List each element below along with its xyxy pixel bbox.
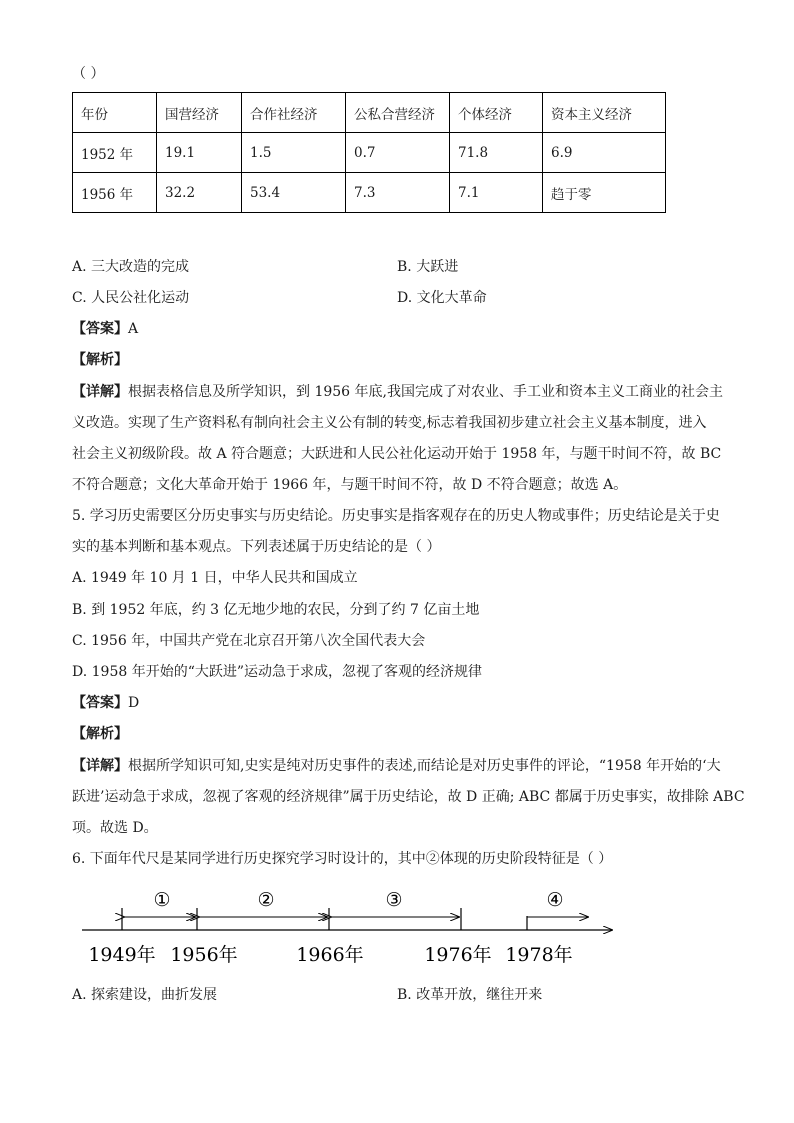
table-header-cell: 合作社经济	[242, 93, 346, 133]
option-c: C. 人民公社化运动	[72, 290, 190, 306]
table-header-row	[73, 93, 666, 133]
table-cell: 71.8	[450, 133, 543, 173]
table-cell: 趋于零	[543, 173, 666, 213]
answer-value: A	[128, 321, 139, 337]
segment-label: ①	[153, 889, 171, 911]
answer-value: D	[128, 695, 140, 711]
table-cell: 1956 年	[73, 173, 157, 213]
table-cell: 1952 年	[73, 133, 157, 173]
option-b: B. 大跃进	[397, 259, 459, 275]
economy-table	[72, 92, 666, 213]
detail-line: 义改造。实现了生产资料私有制向社会主义公有制的转变,标志着我国初步建立社会主义基本制度，进入	[72, 415, 707, 431]
question-stem-tail: （ ）	[72, 66, 105, 82]
option-c: C. 1956 年，中国共产党在北京召开第八次全国代表大会	[72, 633, 426, 649]
table-cell: 6.9	[543, 133, 666, 173]
answer-label: 【答案】	[72, 695, 128, 711]
table-cell: 32.2	[157, 173, 242, 213]
detail-line: 不符合题意；文化大革命开始于 1966 年，与题干时间不符，故 D 不符合题意；故选 A。	[72, 477, 628, 493]
table-header-cell: 国营经济	[157, 93, 242, 133]
analysis-label: 【解析】	[72, 352, 128, 368]
segment-label: ③	[385, 889, 403, 911]
detail-line: 社会主义初级阶段。故 A 符合题意；大跃进和人民公社化运动开始于 1958 年，与题干时间不符，故 BC	[72, 446, 722, 462]
table-header-cell: 年份	[73, 93, 157, 133]
year-label: 1976年	[424, 944, 492, 966]
table-cell: 53.4	[242, 173, 346, 213]
year-label: 1978年	[505, 944, 573, 966]
option-a: A. 三大改造的完成	[72, 259, 190, 275]
detail-line: 项。故选 D。	[72, 820, 158, 836]
option-b: B. 改革开放，继往开来	[397, 987, 543, 1003]
table-header-cell: 公私合营经济	[346, 93, 450, 133]
answer-line	[72, 319, 138, 339]
table-cell: 0.7	[346, 133, 450, 173]
analysis-label: 【解析】	[72, 726, 128, 742]
year-label: 1949年	[88, 944, 156, 966]
option-d: D. 文化大革命	[397, 290, 487, 306]
option-b: B. 到 1952 年底，约 3 亿无地少地的农民，分到了约 7 亿亩土地	[72, 602, 480, 618]
table-cell: 7.3	[346, 173, 450, 213]
option-a: A. 探索建设，曲折发展	[72, 987, 218, 1003]
table-header-cell: 个体经济	[450, 93, 543, 133]
table-row	[73, 173, 666, 213]
detail-line: 跃进’运动急于求成，忽视了客观的经济规律”属于历史结论，故 D 正确; ABC 都属于历史事实，故排除 ABC	[72, 789, 745, 805]
question-stem: 5. 学习历史需要区分历史事实与历史结论。历史事实是指客观存在的历史人物或事件；历史结论是关于史	[72, 508, 720, 524]
timeline-diagram	[0, 880, 794, 970]
segment-label: ④	[546, 889, 564, 911]
table-cell: 7.1	[450, 173, 543, 213]
answer-line	[72, 693, 139, 713]
detail-line: 【详解】根据所学知识可知,史实是纯对历史事件的表述,而结论是对历史事件的评论，“1958 年开始的‘大	[72, 758, 721, 774]
option-d: D. 1958 年开始的“大跃进”运动急于求成，忽视了客观的经济规律	[72, 664, 483, 680]
question-stem: 实的基本判断和基本观点。下列表述属于历史结论的是（ ）	[72, 539, 441, 555]
year-label: 1956年	[170, 944, 238, 966]
question-stem: 6. 下面年代尺是某同学进行历史探究学习时设计的，其中②体现的历史阶段特征是（ ）	[72, 851, 613, 867]
detail-label: 【详解】	[72, 384, 128, 400]
table-cell: 1.5	[242, 133, 346, 173]
detail-line: 【详解】根据表格信息及所学知识，到 1956 年底,我国完成了对农业、手工业和资本主义工商业的社会主	[72, 384, 723, 400]
year-label: 1966年	[296, 944, 364, 966]
option-a: A. 1949 年 10 月 1 日，中华人民共和国成立	[72, 570, 358, 586]
table-header-cell: 资本主义经济	[543, 93, 666, 133]
answer-label: 【答案】	[72, 321, 128, 337]
detail-label: 【详解】	[72, 758, 128, 774]
table-cell: 19.1	[157, 133, 242, 173]
table-row	[73, 133, 666, 173]
segment-label: ②	[257, 889, 275, 911]
